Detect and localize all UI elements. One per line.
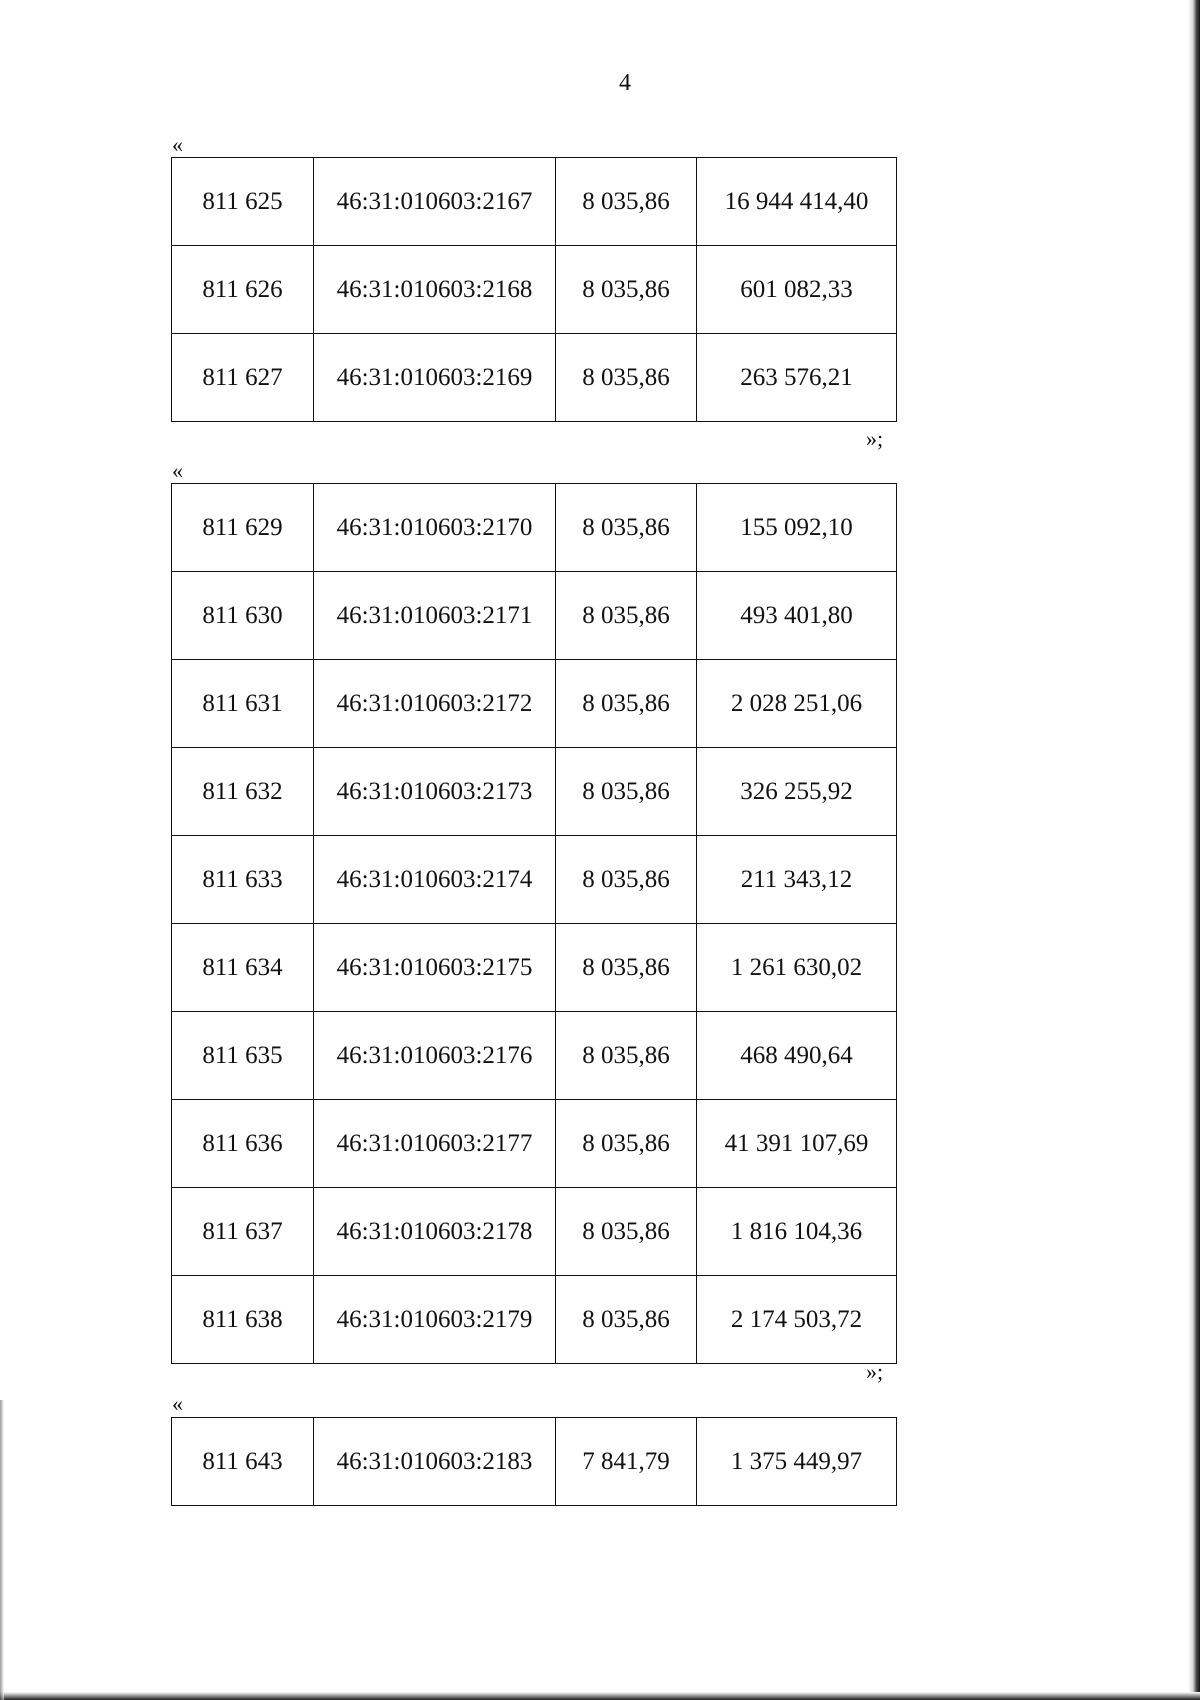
value-cell: 326 255,92 — [697, 748, 897, 836]
opening-quote: « — [172, 132, 183, 157]
record-number-cell: 811 635 — [172, 1012, 314, 1100]
record-number-cell: 811 643 — [172, 1418, 314, 1506]
value-cell: 1 261 630,02 — [697, 924, 897, 1012]
area-cell: 8 035,86 — [556, 334, 697, 422]
record-number-cell: 811 632 — [172, 748, 314, 836]
cadastral-number-cell: 46:31:010603:2174 — [314, 836, 556, 924]
data-table-3 — [171, 1417, 897, 1506]
table-body — [172, 1418, 897, 1506]
record-number-cell: 811 638 — [172, 1276, 314, 1364]
value-cell: 468 490,64 — [697, 1012, 897, 1100]
page-edge-shadow-bottom — [0, 1692, 1200, 1700]
table-row — [172, 660, 897, 748]
value-cell: 493 401,80 — [697, 572, 897, 660]
cadastral-number-cell: 46:31:010603:2167 — [314, 158, 556, 246]
table-row — [172, 158, 897, 246]
value-cell: 1 816 104,36 — [697, 1188, 897, 1276]
area-cell: 8 035,86 — [556, 924, 697, 1012]
record-number-cell: 811 633 — [172, 836, 314, 924]
value-cell: 2 028 251,06 — [697, 660, 897, 748]
record-number-cell: 811 631 — [172, 660, 314, 748]
record-number-cell: 811 634 — [172, 924, 314, 1012]
table-row — [172, 836, 897, 924]
value-cell: 16 944 414,40 — [697, 158, 897, 246]
cadastral-number-cell: 46:31:010603:2175 — [314, 924, 556, 1012]
record-number-cell: 811 629 — [172, 484, 314, 572]
area-cell: 8 035,86 — [556, 1100, 697, 1188]
opening-quote: « — [172, 1391, 183, 1416]
page-edge-shadow-right — [1188, 0, 1200, 1700]
table-row — [172, 1276, 897, 1364]
table-body — [172, 484, 897, 1364]
cadastral-number-cell: 46:31:010603:2177 — [314, 1100, 556, 1188]
area-cell: 8 035,86 — [556, 1188, 697, 1276]
value-cell: 41 391 107,69 — [697, 1100, 897, 1188]
value-cell: 601 082,33 — [697, 246, 897, 334]
cadastral-number-cell: 46:31:010603:2171 — [314, 572, 556, 660]
value-cell: 2 174 503,72 — [697, 1276, 897, 1364]
table-row — [172, 1100, 897, 1188]
area-cell: 8 035,86 — [556, 836, 697, 924]
table-row — [172, 334, 897, 422]
closing-quote: »; — [866, 1359, 884, 1384]
cadastral-number-cell: 46:31:010603:2178 — [314, 1188, 556, 1276]
cadastral-number-cell: 46:31:010603:2169 — [314, 334, 556, 422]
record-number-cell: 811 625 — [172, 158, 314, 246]
data-table-1 — [171, 157, 897, 422]
area-cell: 8 035,86 — [556, 748, 697, 836]
table-row — [172, 572, 897, 660]
closing-quote: »; — [866, 426, 884, 451]
cadastral-number-cell: 46:31:010603:2183 — [314, 1418, 556, 1506]
area-cell: 7 841,79 — [556, 1418, 697, 1506]
value-cell: 211 343,12 — [697, 836, 897, 924]
record-number-cell: 811 630 — [172, 572, 314, 660]
table-row — [172, 1188, 897, 1276]
cadastral-number-cell: 46:31:010603:2173 — [314, 748, 556, 836]
cadastral-number-cell: 46:31:010603:2172 — [314, 660, 556, 748]
value-cell: 155 092,10 — [697, 484, 897, 572]
area-cell: 8 035,86 — [556, 1276, 697, 1364]
table-row — [172, 1418, 897, 1506]
cadastral-number-cell: 46:31:010603:2170 — [314, 484, 556, 572]
record-number-cell: 811 636 — [172, 1100, 314, 1188]
area-cell: 8 035,86 — [556, 484, 697, 572]
table-row — [172, 484, 897, 572]
table-body — [172, 158, 897, 422]
table-row — [172, 924, 897, 1012]
table-row — [172, 748, 897, 836]
record-number-cell: 811 626 — [172, 246, 314, 334]
table-row — [172, 1012, 897, 1100]
cadastral-number-cell: 46:31:010603:2176 — [314, 1012, 556, 1100]
value-cell: 263 576,21 — [697, 334, 897, 422]
record-number-cell: 811 637 — [172, 1188, 314, 1276]
table-row — [172, 246, 897, 334]
area-cell: 8 035,86 — [556, 572, 697, 660]
data-table-2 — [171, 483, 897, 1364]
cadastral-number-cell: 46:31:010603:2168 — [314, 246, 556, 334]
area-cell: 8 035,86 — [556, 158, 697, 246]
area-cell: 8 035,86 — [556, 246, 697, 334]
area-cell: 8 035,86 — [556, 1012, 697, 1100]
page-number: 4 — [619, 70, 631, 96]
page-edge-shadow-left — [0, 1400, 4, 1700]
record-number-cell: 811 627 — [172, 334, 314, 422]
cadastral-number-cell: 46:31:010603:2179 — [314, 1276, 556, 1364]
opening-quote: « — [172, 458, 183, 483]
value-cell: 1 375 449,97 — [697, 1418, 897, 1506]
area-cell: 8 035,86 — [556, 660, 697, 748]
